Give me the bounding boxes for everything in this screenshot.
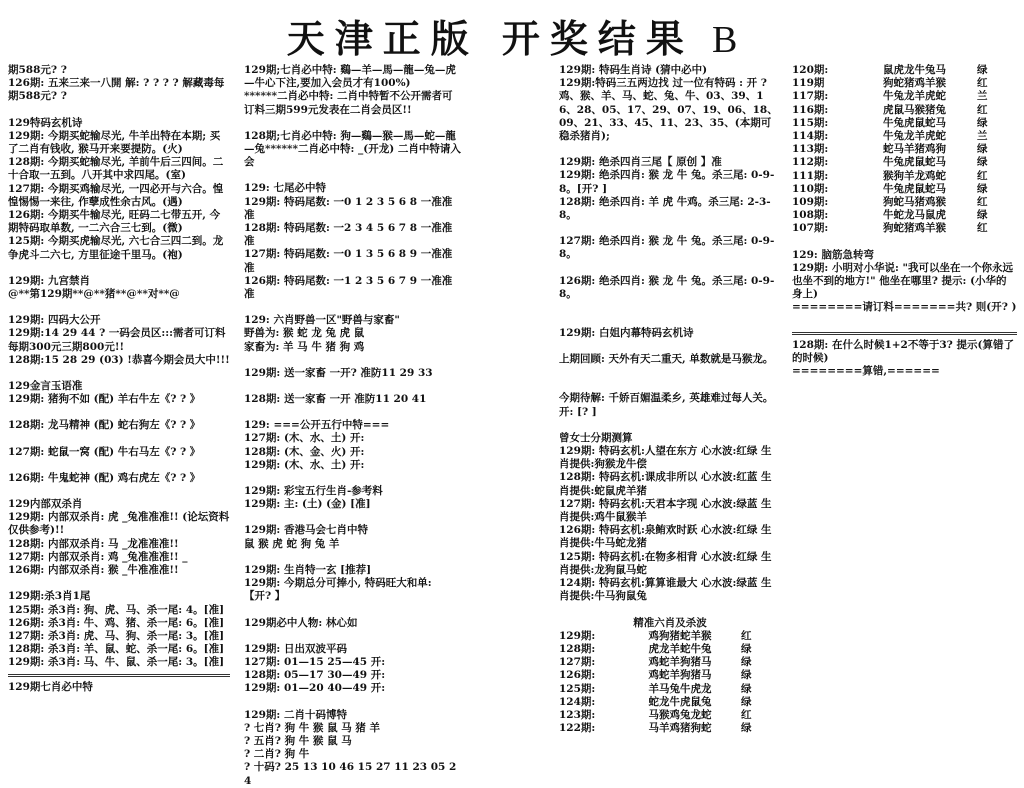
- spacer: [559, 262, 781, 275]
- text-line: 期588元? ?: [8, 90, 67, 103]
- zodiac-row: [559, 696, 781, 709]
- zodiac-row: [792, 222, 1017, 235]
- zodiac-row: [559, 722, 781, 735]
- row-wave: 绿: [977, 64, 988, 76]
- column-2: [244, 64, 462, 788]
- row-wave: 绿: [977, 143, 988, 156]
- row-period: 125期:: [559, 682, 596, 695]
- row-period: 111期:: [792, 169, 829, 182]
- zodiac-row: [559, 683, 781, 696]
- spacer: [559, 379, 781, 392]
- row-period: 115期:: [792, 116, 829, 129]
- text-line: 126期: 绝杀四肖: 猴 龙 牛 兔。杀三尾: 0-9-8。: [559, 274, 775, 300]
- spacer: [244, 472, 462, 485]
- text-line: ? 七肖? 狗 牛 猴 鼠 马 猪 羊: [244, 721, 381, 734]
- text-line: 128期: 绝杀四肖: 羊 虎 牛鸡。杀三尾: 2-3-8。: [559, 195, 771, 222]
- text-line: 127期: 杀3肖: 虎、马、狗、杀一尾: 3。[准]: [8, 629, 225, 642]
- text-line: 127期: 蛇鼠一窝 (配) 牛右马左《? ? 》: [8, 445, 201, 458]
- row-zodiac: 鸡狗猪蛇羊猴: [648, 629, 712, 642]
- text-line: 129: 六肖野兽一区"野兽与家畜": [244, 314, 400, 327]
- text-line: 129期: 特码生肖诗 (猜中必中): [559, 64, 708, 76]
- spacer: [244, 696, 462, 709]
- text-line: 128期: (木、金、火) 开:: [244, 445, 365, 458]
- spacer: [559, 366, 781, 379]
- text-line: 128期:15 28 29 (03) !恭喜今期会员大中!!!: [8, 353, 230, 366]
- text-line: 126期: 内部双杀肖: 猴 _牛准准准!!: [8, 564, 179, 577]
- text-line: 今期待解: 千娇百媚温柔乡, 英雄难过每人关。开: [? ]: [559, 392, 774, 418]
- row-period: 108期:: [792, 209, 829, 222]
- row-wave: 兰: [977, 90, 988, 103]
- text-line: 129期:14 29 44 ? 一码会员区:::需者可订料每期300元三期800元!!: [8, 327, 226, 353]
- row-zodiac: 牛兔龙羊虎蛇: [883, 130, 946, 143]
- text-line: ========请订料=======共? 则(开? ): [792, 301, 1017, 314]
- spacer: [8, 485, 230, 498]
- text-line: 曾女士分期测算: [559, 431, 633, 444]
- row-zodiac: 猴狗羊龙鸡蛇: [883, 169, 946, 182]
- row-wave: 红: [977, 77, 988, 90]
- row-wave: 绿: [741, 656, 752, 669]
- row-wave: 绿: [741, 682, 752, 695]
- column-1: [8, 64, 230, 694]
- text-line: 129金言玉语准: [8, 380, 83, 393]
- zodiac-row: [792, 156, 1017, 169]
- text-line: 上期回顾: 天外有天二重天, 单数就是马猴龙。: [559, 353, 774, 366]
- spacer: [244, 169, 462, 182]
- page-title: [0, 8, 1024, 63]
- text-line: 127期: 特码尾数: 一0 1 3 5 6 8 9 一准准准: [244, 248, 453, 274]
- row-wave: 兰: [977, 130, 988, 143]
- text-line: 129期: 特码尾数: 一0 1 2 3 5 6 8 一准准准: [244, 195, 453, 221]
- row-wave: 绿: [977, 156, 988, 169]
- text-line: 127期: (木、水、土) 开:: [244, 432, 365, 445]
- row-zodiac: 马猴鸡兔龙蛇: [648, 708, 712, 721]
- zodiac-row: [792, 64, 1017, 77]
- zodiac-row: [792, 170, 1017, 183]
- text-line: 129期: 杀3肖: 马、牛、鼠、杀一尾: 3。[准]: [8, 656, 225, 669]
- text-line: 126期: 杀3肖: 牛、鸡、猪、杀一尾: 6。[准]: [8, 616, 225, 629]
- spacer: [8, 459, 230, 472]
- row-zodiac: 狗蛇猪鸡羊猴: [883, 77, 946, 90]
- spacer: [244, 551, 462, 564]
- row-wave: 绿: [977, 182, 988, 195]
- row-period: 112期:: [792, 156, 829, 169]
- row-wave: 绿: [977, 116, 988, 129]
- text-line: 125期: 杀3肖: 狗、虎、马、杀一尾: 4。[准]: [8, 603, 225, 616]
- row-wave: 红: [977, 103, 988, 116]
- text-line: ? 十码? 25 13 10 46 15 27 11 23 05 24: [244, 761, 457, 787]
- text-line: 128期;七肖必中特: 狗—鷄—猴—馬—蛇—龍—兔******二肖必中特: _(开龙) 二肖中特请入会: [244, 129, 461, 169]
- zodiac-row: [792, 183, 1017, 196]
- divider: [8, 674, 230, 677]
- row-period: 120期:: [792, 64, 829, 76]
- zodiac-row: [559, 643, 781, 656]
- row-wave: 绿: [741, 642, 752, 655]
- text-line: 129期: 四码大公开: [8, 314, 101, 327]
- text-line: 128期: 在什么时候1+2不等于3? 提示(算错了的时候): [792, 338, 1014, 364]
- text-line: 129期: 绝杀四肖: 猴 龙 牛 兔。杀三尾: 0-9-8。[开? ]: [559, 169, 775, 195]
- row-zodiac: 牛兔虎鼠蛇马: [883, 182, 946, 195]
- text-line: 129期: 送一家畜 一开? 准防11 29 33: [244, 366, 433, 379]
- text-line: 129期: 香港马会七肖中特: [244, 524, 368, 537]
- spacer: [244, 630, 462, 643]
- text-line: 129期:杀3肖1尾: [8, 590, 91, 603]
- text-line: 129期: 生肖特一玄 [推荐]: [244, 563, 372, 576]
- spacer: [244, 406, 462, 419]
- text-line: 126期: 五来三来一八開 解: ? ? ? ? 解藏毒每: [8, 77, 225, 90]
- zodiac-row: [559, 669, 781, 682]
- zodiac-row: [792, 130, 1017, 143]
- text-line: 129期: (木、水、土) 开:: [244, 458, 365, 471]
- row-period: 116期:: [792, 103, 829, 116]
- section-title: 精准六肖及杀波: [633, 616, 707, 629]
- text-line: 129期: 今期买蛇输尽光, 牛羊出特在本期; 买了二肖有钱收, 猴马开来要提防。(火): [8, 129, 221, 156]
- text-line: 128期: 特码尾数: 一2 3 4 5 6 7 8 一准准准: [244, 222, 453, 248]
- text-line: 127期: 特码玄机:天君本字现 心水波:绿蓝 生肖提供:鸡牛鼠猴羊: [559, 497, 772, 524]
- text-line: 128期: 内部双杀肖: 马 _龙准准准!!: [8, 537, 179, 550]
- row-period: 126期:: [559, 669, 596, 682]
- row-zodiac: 鼠虎龙牛兔马: [883, 64, 946, 76]
- row-zodiac: 狗蛇猪鸡羊猴: [883, 222, 946, 235]
- text-line: 129期: 小明对小华说: "我可以坐在一个你永远也坐不到的地方!" 他坐在哪里? 提示: (小华的身上): [792, 261, 1013, 301]
- text-line: 129期: 猪狗不如 (配) 羊右牛左《? ? 》: [8, 393, 201, 406]
- spacer: [244, 117, 462, 130]
- footer-line: 129期七肖必中特: [8, 680, 93, 693]
- row-period: 122期:: [559, 722, 596, 735]
- zodiac-row: [559, 709, 781, 722]
- row-wave: 红: [741, 708, 752, 721]
- row-zodiac: 鸡蛇羊狗猪马: [648, 669, 712, 682]
- text-line: 129期: 九宫禁肖: [8, 274, 90, 287]
- divider: [792, 332, 1017, 335]
- spacer: [792, 236, 1017, 249]
- row-wave: 绿: [977, 209, 988, 222]
- row-period: 124期:: [559, 695, 596, 708]
- row-period: 117期:: [792, 90, 829, 103]
- row-period: 123期:: [559, 708, 596, 721]
- spacer: [8, 301, 230, 314]
- spacer: [244, 301, 462, 314]
- row-period: 110期:: [792, 182, 829, 195]
- row-zodiac: 虎龙羊蛇牛兔: [648, 642, 712, 655]
- row-period: 109期:: [792, 196, 829, 209]
- text-line: 鸡、猴、羊、马、蛇、兔、牛、03、39、16、28、05、17、29、07、19、06、18、09、21、33、45、11、23、35、(本期可稳杀猪肖);: [559, 90, 778, 143]
- row-zodiac: 蛇龙牛虎鼠兔: [648, 695, 712, 708]
- row-zodiac: 马羊鸡猪狗蛇: [648, 722, 712, 735]
- column-4: [792, 64, 1017, 378]
- text-line: 126期: 特码玄机:泉鲔欢时跃 心水波:红绿 生肖提供:牛马蛇龙猪: [559, 524, 772, 550]
- row-wave: 红: [977, 169, 988, 182]
- text-line: 鼠 猴 虎 蛇 狗 兔 羊: [244, 537, 340, 550]
- row-period: 129期:: [559, 629, 596, 642]
- text-line: 128期: 今期买蛇输尽光, 羊前牛后三四间。二十合取一五到。八开其中求四尾。(室): [8, 156, 224, 182]
- row-wave: 绿: [741, 722, 752, 735]
- text-line: 125期: 今期买虎输尽光, 六七合三四二到。龙争虎斗二六七, 方里征途千里马。(袍): [8, 235, 224, 261]
- zodiac-row: [792, 77, 1017, 90]
- row-zodiac: 羊马兔牛虎龙: [648, 682, 712, 695]
- text-line: 128期: 送一家畜 一开 准防11 20 41: [244, 393, 427, 406]
- text-line: 期588元? ?: [8, 64, 67, 76]
- text-line: 127期: 绝杀四肖: 猴 龙 牛 兔。杀三尾: 0-9-8。: [559, 235, 775, 261]
- zodiac-row: [792, 104, 1017, 117]
- spacer: [559, 604, 781, 617]
- text-line: 家畜为: 羊 马 牛 猪 狗 鸡: [244, 340, 365, 353]
- title-suffix: B: [711, 19, 738, 61]
- text-line: 129: 七尾必中特: [244, 182, 326, 195]
- text-line: 129期: 白姐内幕特码玄机诗: [559, 327, 694, 340]
- spacer: [792, 315, 1017, 328]
- spacer: [244, 511, 462, 524]
- text-line: 128期: 特码玄机:课成非所以 心水波:红蓝 生肖提供:蛇鼠虎羊猪: [559, 471, 772, 497]
- row-period: 128期:: [559, 642, 596, 655]
- spacer: [559, 143, 781, 156]
- row-period: 114期:: [792, 130, 829, 143]
- text-line: 127期: 内部双杀肖: 鸡 _兔准准准!! _: [8, 550, 188, 563]
- text-line: ? 二肖? 狗 牛: [244, 748, 310, 761]
- zodiac-row: [792, 209, 1017, 222]
- text-line: 129: 脑筋急转弯: [792, 248, 874, 261]
- spacer: [559, 419, 781, 432]
- row-wave: 绿: [741, 695, 752, 708]
- text-line: 129期:特码三五两边找 过一位有特码 : 开 ?: [559, 77, 767, 90]
- spacer: [8, 577, 230, 590]
- zodiac-row: [559, 656, 781, 669]
- text-line: @**第129期**@**猪**@**对**@: [8, 288, 180, 301]
- row-period: 119期: [792, 77, 825, 90]
- zodiac-row: [559, 630, 781, 643]
- text-line: 129特码玄机诗: [8, 116, 83, 129]
- text-line: 129期: 内部双杀肖: 虎 _兔准准准!! (论坛资料仅供参考)!!: [8, 511, 230, 537]
- spacer: [8, 262, 230, 275]
- zodiac-row: [792, 196, 1017, 209]
- spacer: [559, 222, 781, 235]
- text-line: 129内部双杀肖: [8, 498, 83, 511]
- row-wave: 红: [741, 629, 752, 642]
- zodiac-row: [792, 90, 1017, 103]
- text-line: ========算错,======: [792, 365, 940, 378]
- text-line: 125期: 特码玄机:在物多相背 心水波:红绿 生肖提供:龙狗鼠马蛇: [559, 550, 772, 576]
- row-zodiac: 牛蛇龙马鼠虎: [883, 209, 946, 222]
- text-line: 127期: 今期买鸡输尽光, 一四必开与六合。惶惶惕惕一来往, 作孽成性余古风。(遇): [8, 182, 224, 208]
- text-line: 129期: 绝杀四肖三尾【 原创 】准: [559, 156, 722, 169]
- text-line: 129期: 01—20 40—49 开:: [244, 682, 386, 695]
- row-zodiac: 蛇马羊猪鸡狗: [883, 143, 946, 156]
- text-line: 127期: 01—15 25—45 开:: [244, 655, 386, 668]
- spacer: [244, 380, 462, 393]
- spacer: [244, 604, 462, 617]
- column-3: [559, 64, 781, 735]
- row-zodiac: 牛兔龙羊虎蛇: [883, 90, 946, 103]
- title-text: 天津正版 开奖结果: [286, 16, 694, 61]
- spacer: [559, 340, 781, 353]
- row-period: 127期:: [559, 656, 596, 669]
- row-period: 107期:: [792, 222, 829, 235]
- text-line: 129期: 今期总分可捧小, 特码旺大和单: 【开? 】: [244, 577, 432, 603]
- text-line: 野兽为: 猴 蛇 龙 兔 虎 鼠: [244, 327, 365, 340]
- zodiac-row: [792, 143, 1017, 156]
- text-line: 126期: 今期买牛输尽光, 旺码二七带五开, 今期特码取单数, 一二六合三七到。(微): [8, 209, 221, 235]
- text-line: 126期: 特码尾数: 一1 2 3 5 6 7 9 一准准准: [244, 274, 453, 301]
- text-line: 129期: 二肖十码博特: [244, 708, 347, 721]
- text-line: 129期: 日出双波平码: [244, 642, 347, 655]
- row-wave: 红: [977, 196, 988, 209]
- text-line: 129期: 彩宝五行生肖-参考料: [244, 485, 383, 498]
- spacer: [8, 367, 230, 380]
- text-line: 128期: 龙马精神 (配) 蛇右狗左《? ? 》: [8, 419, 201, 432]
- row-period: 113期:: [792, 143, 829, 156]
- row-wave: 红: [977, 222, 988, 235]
- spacer: [8, 104, 230, 117]
- text-line: 129期;七肖必中特: 鷄—羊—馬—龍—兔—虎—牛心下注,要加入会员才有100%): [244, 64, 456, 90]
- text-line: 129期: 主: (土) (金) [准]: [244, 498, 371, 511]
- spacer: [559, 314, 781, 327]
- text-line: ? 五肖? 狗 牛 猴 鼠 马: [244, 734, 352, 747]
- row-zodiac: 牛兔虎鼠蛇马: [883, 116, 946, 129]
- row-zodiac: 虎鼠马猴猪兔: [883, 103, 946, 116]
- spacer: [8, 406, 230, 419]
- text-line: 129期: 特码玄机:人望在东方 心水波:红绿 生肖提供:狗猴龙牛偿: [559, 445, 772, 471]
- text-line: 126期: 牛鬼蛇神 (配) 鸡右虎左《? ? 》: [8, 471, 201, 484]
- row-zodiac: 狗蛇马猪鸡猴: [883, 196, 946, 209]
- spacer: [244, 354, 462, 367]
- text-line: 128期: 杀3肖: 羊、鼠、蛇、杀一尾: 6。[准]: [8, 643, 225, 656]
- row-zodiac: 鸡蛇羊狗猪马: [648, 656, 712, 669]
- row-wave: 绿: [741, 669, 752, 682]
- zodiac-row: [792, 117, 1017, 130]
- text-line: 128期: 05—17 30—49 开:: [244, 669, 386, 682]
- text-line: 129: ===公开五行中特===: [244, 419, 390, 432]
- text-line: ******二肖必中特: 二肖中特暂不公开需者可订料三期599元发表在二肖会员区!!: [244, 90, 453, 116]
- spacer: [8, 433, 230, 446]
- text-line: 124期: 特码玄机:算算谁最大 心水波:绿蓝 生肖提供:牛马狗鼠兔: [559, 577, 772, 603]
- row-zodiac: 牛兔虎鼠蛇马: [883, 156, 946, 169]
- text-line: 129期必中人物: 林心如: [244, 616, 358, 629]
- spacer: [559, 301, 781, 314]
